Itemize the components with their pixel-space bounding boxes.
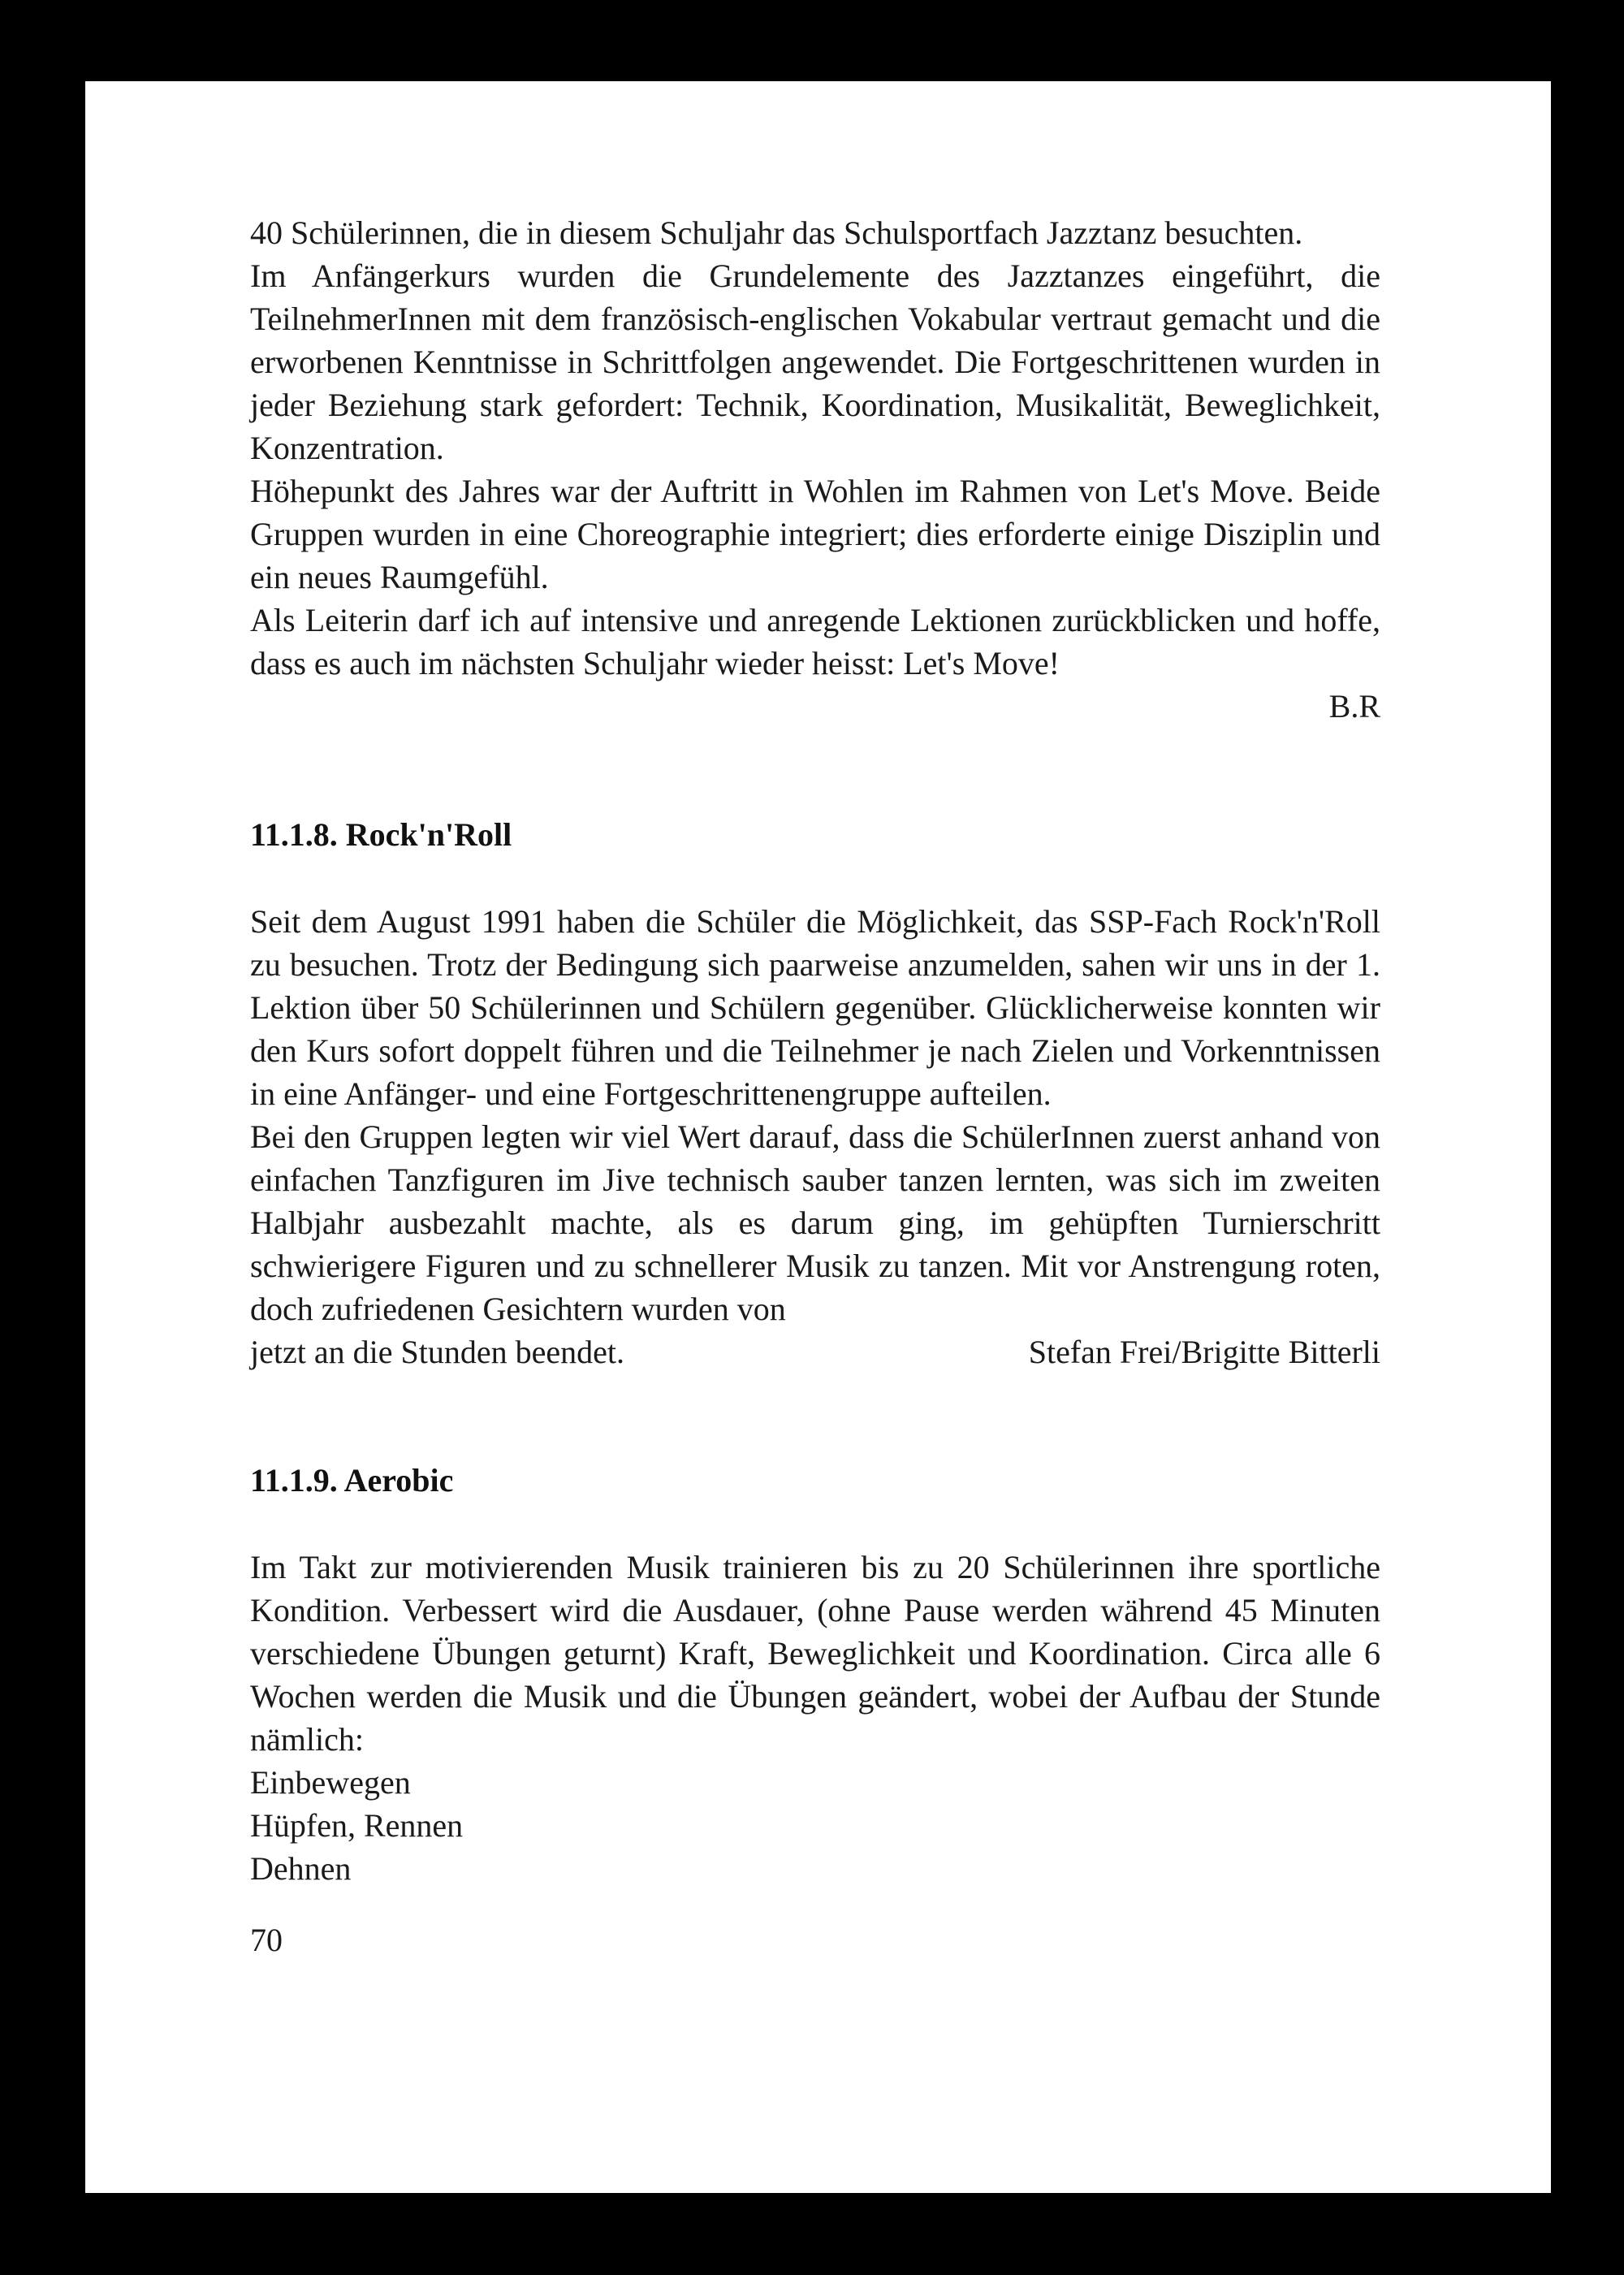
jazz-paragraph-1: 40 Schülerinnen, die in diesem Schuljahr das Schulsportfach Jazztanz besuchten.	[250, 214, 1303, 251]
list-item: Hüpfen, Rennen	[250, 1807, 464, 1844]
rocknroll-signature: Stefan Frei/Brigitte Bitterli	[1028, 1334, 1380, 1370]
jazz-paragraph-2: Im Anfängerkurs wurden die Grundelemente des Jazztanzes eingeführt, die TeilnehmerInnen mit dem französisch-englischen Vokabular vertraut gemacht und die erworbenen Kenntnisse in Schrittfolgen angewendet. Die Fortgeschrittenen wurden in jeder Beziehung stark gefordert: Technik, Koordination, Musikalität, Beweglichkeit, Konzentration.	[250, 257, 1380, 466]
section-aerobic	[250, 1459, 1380, 1890]
jazz-signature: B.R	[1328, 688, 1380, 724]
page-content	[250, 211, 1380, 1961]
aerobic-heading: 11.1.9. Aerobic	[250, 1462, 454, 1499]
aerobic-list	[250, 1761, 1380, 1890]
document-page	[85, 81, 1551, 2193]
page-number: 70	[250, 1922, 283, 1958]
list-item: Einbewegen	[250, 1764, 411, 1801]
jazz-paragraph-3: Höhepunkt des Jahres war der Auftritt in Wohlen im Rahmen von Let's Move. Beide Gruppen wurden in eine Choreographie integriert; dies erforderte einige Disziplin und ein neues Raumgefühl.	[250, 473, 1380, 595]
rocknroll-paragraph-1: Seit dem August 1991 haben die Schüler die Möglichkeit, das SSP-Fach Rock'n'Roll zu besuchen. Trotz der Bedingung sich paarweise anzumelden, sahen wir uns in der 1. Lektion über 50 Schülerinnen und Schülern gegenüber. Glücklicherweise konnten wir den Kurs sofort doppelt führen und die Teilnehmer je nach Zielen und Vorkenntnissen in eine Anfänger- und eine Fortgeschrittenengruppe aufteilen.	[250, 903, 1380, 1112]
rocknroll-heading: 11.1.8. Rock'n'Roll	[250, 816, 512, 853]
list-item: Dehnen	[250, 1850, 352, 1887]
rocknroll-last-line: jetzt an die Stunden beendet.	[250, 1334, 624, 1370]
section-jazz	[250, 211, 1380, 728]
jazz-paragraph-4: Als Leiterin darf ich auf intensive und anregende Lektionen zurückblicken und hoffe, dass es auch im nächsten Schuljahr wieder heisst: Let's Move!	[250, 602, 1380, 681]
section-rocknroll	[250, 813, 1380, 1373]
rocknroll-signature-line	[250, 1330, 1380, 1373]
rocknroll-paragraph-2: Bei den Gruppen legten wir viel Wert darauf, dass die SchülerInnen zuerst anhand von einfachen Tanzfiguren im Jive technisch sauber tanzen lernten, was sich im zweiten Halbjahr ausbezahlt machte, als es darum ging, im gehüpften Turnierschritt schwierigere Figuren und zu schnellerer Musik zu tanzen. Mit vor Anstrengung roten, doch zufriedenen Gesichtern wurden von	[250, 1118, 1380, 1327]
aerobic-paragraph-1: Im Takt zur motivierenden Musik trainieren bis zu 20 Schülerinnen ihre sportliche Kondition. Verbessert wird die Ausdauer, (ohne Pause werden während 45 Minuten verschiedene Übungen geturnt) Kraft, Beweglichkeit und Koordination. Circa alle 6 Wochen werden die Musik und die Übungen geändert, wobei der Aufbau der Stunde nämlich:	[250, 1549, 1380, 1758]
